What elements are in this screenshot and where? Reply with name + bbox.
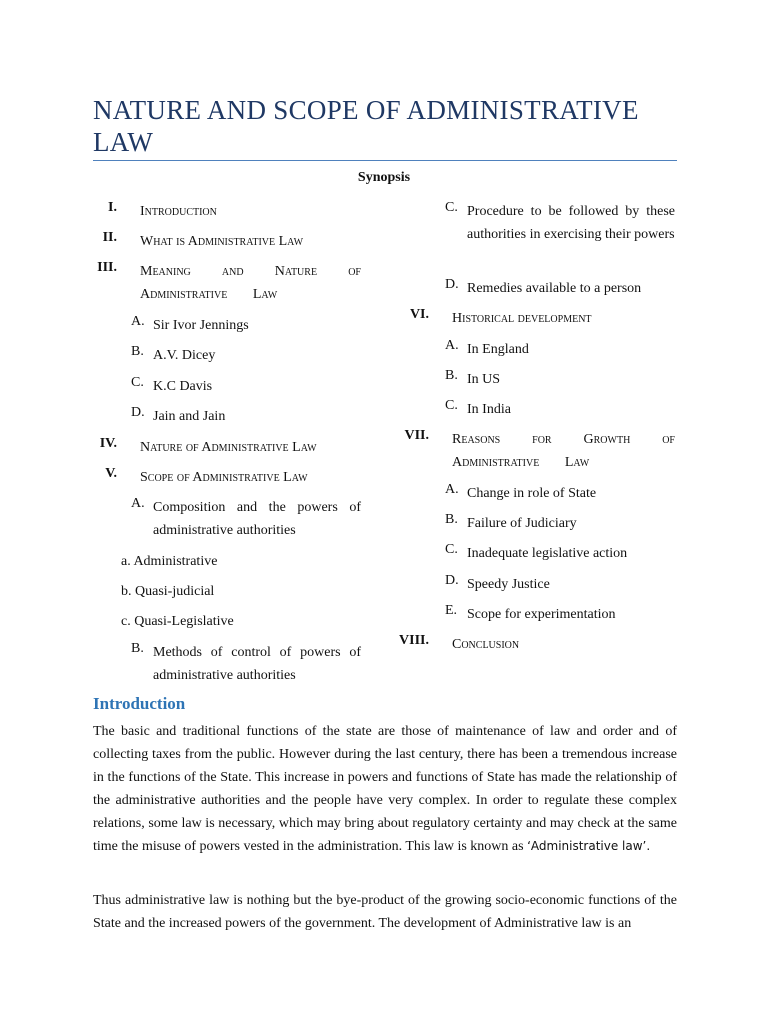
letter-label: A. [445, 482, 459, 497]
item-text: Sir Ivor Jennings [153, 318, 249, 333]
synopsis-item [93, 610, 361, 633]
item-text: a. Administrative [121, 554, 218, 569]
synopsis-item [93, 230, 361, 253]
synopsis-item [405, 200, 675, 246]
roman-numeral: IV. [99, 436, 117, 451]
item-text: K.C Davis [153, 379, 213, 394]
letter-label: D. [445, 277, 459, 292]
section-title: Reasons for Growth of Administrative Law [452, 432, 675, 470]
letter-label: B. [131, 344, 144, 359]
letter-label: C. [445, 200, 458, 215]
synopsis-item [93, 260, 361, 306]
roman-numeral: VI. [409, 307, 429, 322]
item-text: Failure of Judiciary [467, 516, 577, 531]
synopsis-item [93, 550, 361, 573]
roman-numeral: III. [97, 260, 117, 275]
synopsis-item [93, 405, 361, 428]
synopsis-item [93, 641, 361, 687]
introduction-heading: Introduction [93, 694, 186, 713]
item-text: A.V. Dicey [153, 348, 216, 363]
item-text: Scope for experimentation [467, 607, 616, 622]
introduction-paragraph-2: Thus administrative law is nothing but the bye-product of the growing socio-economic functions of the State and the increased powers of the government. The development of Administrative law is an [93, 893, 677, 931]
synopsis-item [405, 368, 675, 391]
synopsis-item [93, 496, 361, 542]
roman-numeral: II. [102, 230, 117, 245]
item-text: Change in role of State [467, 486, 597, 501]
item-text: Speedy Justice [467, 577, 550, 592]
synopsis-heading: Synopsis [357, 170, 411, 185]
synopsis-item [93, 314, 361, 337]
letter-label: A. [131, 496, 145, 511]
item-text: Composition and the powers of administrative authorities [153, 500, 361, 538]
synopsis-item [405, 307, 675, 330]
section-title: Conclusion [452, 637, 520, 652]
synopsis-item [405, 398, 675, 421]
synopsis-item [405, 482, 675, 505]
item-text: c. Quasi-Legislative [121, 614, 234, 629]
roman-numeral: V. [105, 466, 117, 481]
item-text: b. Quasi-judicial [121, 584, 215, 599]
section-title: Historical development [452, 311, 592, 326]
paragraph-text: The basic and traditional functions of the state are those of maintenance of law and order and of collecting taxes from the public. However during the last century, there has been a tremendous increase in the functions of the State. This increase in powers and functions of State has made the relationship of the administrative authorities and the people have very complex. In order to regulate these complex relations, some law is necessary, which may bring about regulatory certainty and may check at the same time the misuse of powers vested in the administration. This law is known as [93, 724, 677, 854]
section-title: Meaning and Nature of Administrative Law [140, 264, 361, 302]
item-text: Methods of control of powers of administrative authorities [153, 645, 361, 683]
item-text: Procedure to be followed by these authorities in exercising their powers [467, 204, 675, 242]
synopsis-item [93, 375, 361, 398]
introduction-paragraph-1 [93, 720, 677, 858]
letter-label: B. [131, 641, 144, 656]
letter-label: E. [445, 603, 458, 618]
synopsis-item [405, 542, 675, 565]
letter-label: C. [445, 398, 458, 413]
roman-numeral: I. [108, 200, 117, 215]
synopsis-item [399, 633, 675, 656]
section-title: Nature of Administrative Law [140, 440, 317, 455]
synopsis-item [405, 512, 675, 535]
title-underline [93, 160, 677, 161]
letter-label: A. [131, 314, 145, 329]
item-text: In India [467, 402, 511, 417]
section-title: What is Administrative Law [140, 234, 304, 249]
letter-label: C. [131, 375, 144, 390]
roman-numeral: VIII. [399, 633, 429, 648]
letter-label: B. [445, 368, 458, 383]
synopsis-item [93, 466, 361, 489]
synopsis-item [405, 428, 675, 474]
synopsis-item [405, 277, 675, 300]
synopsis-item [405, 573, 675, 596]
synopsis-item [93, 580, 361, 603]
item-text: In England [467, 342, 529, 357]
letter-label: A. [445, 338, 459, 353]
letter-label: D. [445, 573, 459, 588]
item-text: Remedies available to a person [467, 281, 642, 296]
document-title: NATURE AND SCOPE OF ADMINISTRATIVE LAW [93, 95, 639, 157]
letter-label: C. [445, 542, 458, 557]
synopsis-item [93, 344, 361, 367]
synopsis-item [93, 200, 361, 223]
letter-label: D. [131, 405, 145, 420]
section-title: Scope of Administrative Law [140, 470, 308, 485]
roman-numeral: VII. [404, 428, 429, 443]
synopsis-item [405, 338, 675, 361]
quoted-term: ‘Administrative law’. [527, 839, 651, 853]
synopsis-item [93, 436, 361, 459]
item-text: Inadequate legislative action [467, 546, 628, 561]
item-text: Jain and Jain [153, 409, 226, 424]
item-text: In US [467, 372, 501, 387]
letter-label: B. [445, 512, 458, 527]
section-title: Introduction [140, 204, 217, 219]
synopsis-item [405, 603, 675, 626]
